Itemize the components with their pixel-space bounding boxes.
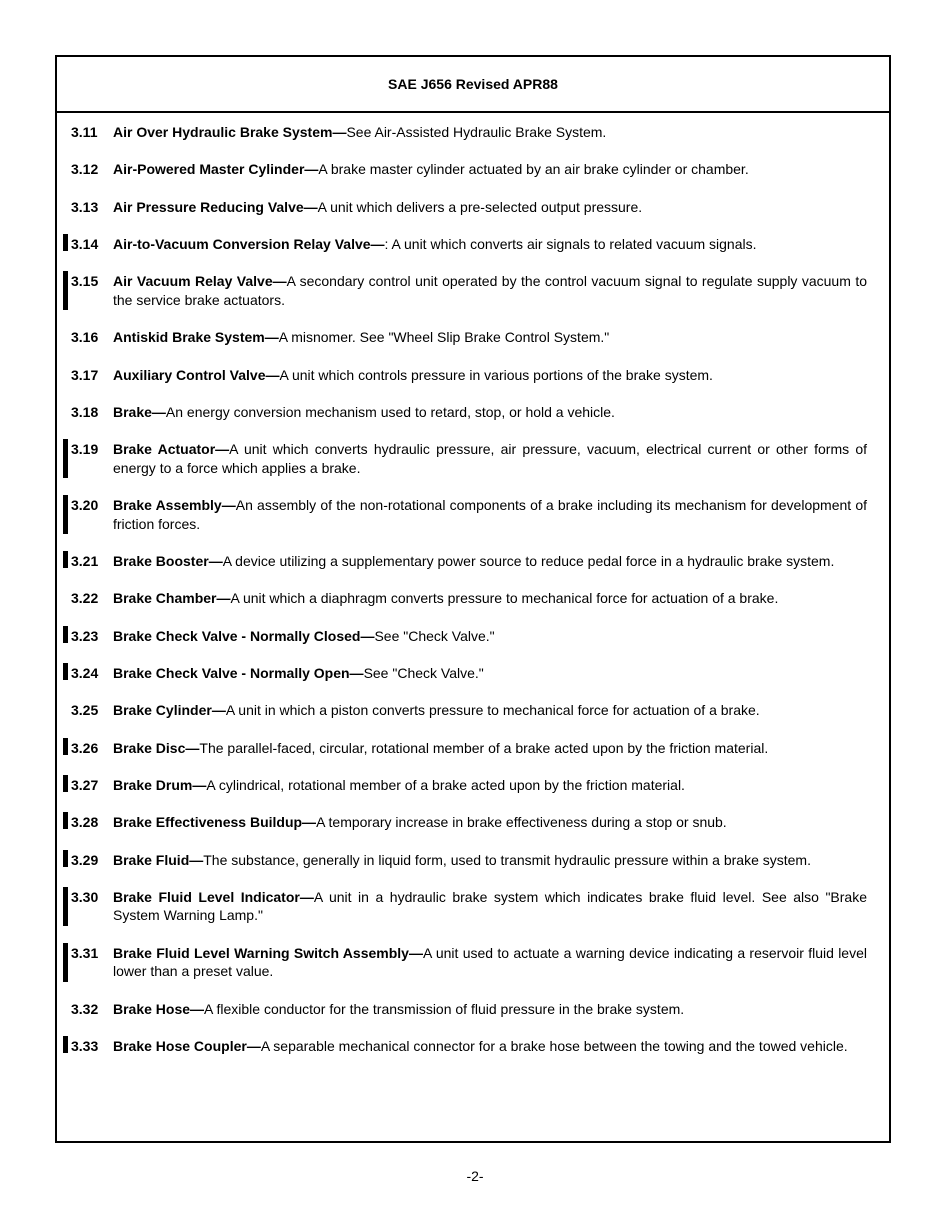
definition-body xyxy=(113,123,867,142)
term: Brake Fluid— xyxy=(113,851,204,868)
revision-bar xyxy=(63,738,68,755)
revision-bar xyxy=(63,234,68,251)
term: Brake— xyxy=(113,403,166,420)
definition-text: A misnomer. See "Wheel Slip Brake Control System." xyxy=(278,329,610,346)
section-number: 3.31 xyxy=(71,944,99,961)
term: Brake Hose Coupler— xyxy=(113,1038,261,1055)
document-title: SAE J656 Revised APR88 xyxy=(388,76,558,92)
section-number: 3.25 xyxy=(71,702,99,719)
document-header xyxy=(57,57,889,113)
term: Brake Cylinder— xyxy=(113,702,226,719)
definition-body xyxy=(113,366,867,385)
revision-bar xyxy=(63,1036,68,1053)
definition-body xyxy=(113,552,867,571)
revision-bar xyxy=(63,812,68,829)
section-number: 3.30 xyxy=(71,888,99,905)
definition-text: An energy conversion mechanism used to retard, stop, or hold a vehicle. xyxy=(165,403,615,420)
definition-text: A unit which controls pressure in various portions of the brake system. xyxy=(279,366,713,383)
revision-bar xyxy=(63,495,68,534)
definition-text: See "Check Valve." xyxy=(374,627,495,644)
definition-body xyxy=(113,198,867,217)
term: Brake Fluid Level Indicator— xyxy=(113,888,314,905)
definition-body xyxy=(113,403,867,422)
definition-body xyxy=(113,1037,867,1056)
definition-text: : A unit which converts air signals to related vacuum signals. xyxy=(384,235,757,252)
revision-bar xyxy=(63,626,68,643)
definition-body xyxy=(113,235,867,254)
definition-body xyxy=(113,160,867,179)
definition-body xyxy=(113,627,867,646)
definition-text: A unit which converts hydraulic pressure, air pressure, vacuum, electrical current or other forms of energy to a force which applies a brake. xyxy=(113,441,867,476)
definition-body xyxy=(113,272,867,309)
revision-bar xyxy=(63,663,68,680)
definition-text: A unit which a diaphragm converts pressure to mechanical force for actuation of a brake. xyxy=(230,590,779,607)
term: Brake Drum— xyxy=(113,776,207,793)
section-number: 3.27 xyxy=(71,776,99,793)
definition-text: A secondary control unit operated by the control vacuum signal to regulate supply vacuum to the service brake actuators. xyxy=(113,273,867,308)
definition-text: A unit in which a piston converts pressure to mechanical force for actuation of a brake. xyxy=(225,702,760,719)
definition-text: A temporary increase in brake effectiveness during a stop or snub. xyxy=(316,814,727,831)
section-number: 3.13 xyxy=(71,198,99,215)
definition-body xyxy=(113,1000,867,1019)
definition-body xyxy=(113,589,867,608)
definition-text: See "Check Valve." xyxy=(363,665,484,681)
section-number: 3.23 xyxy=(71,627,99,644)
section-number: 3.28 xyxy=(71,814,99,831)
term: Brake Effectiveness Buildup— xyxy=(113,814,317,831)
section-number: 3.22 xyxy=(71,590,99,607)
revision-bar xyxy=(63,850,68,867)
section-number: 3.21 xyxy=(71,553,99,570)
definition-body xyxy=(113,739,867,758)
definition-body xyxy=(113,664,867,683)
definition-text: A separable mechanical connector for a brake hose between the towing and the towed vehicle. xyxy=(260,1038,848,1055)
definition-text: A brake master cylinder actuated by an air brake cylinder or chamber. xyxy=(318,161,749,178)
definition-text: An assembly of the non-rotational components of a brake including its mechanism for development of friction forces. xyxy=(113,497,868,532)
section-number: 3.20 xyxy=(71,497,99,514)
revision-bar xyxy=(63,887,68,926)
definition-text: A unit used to actuate a warning device indicating a reservoir fluid level lower than a preset value. xyxy=(113,944,867,980)
definition-body xyxy=(113,888,867,925)
definition-body xyxy=(113,328,867,347)
revision-bar xyxy=(63,943,68,982)
page-frame xyxy=(55,55,891,1143)
definition-text: A cylindrical, rotational member of a brake acted upon by the friction material. xyxy=(206,776,685,793)
section-number: 3.17 xyxy=(71,366,99,383)
section-number: 3.26 xyxy=(71,739,99,756)
term: Air Pressure Reducing Valve— xyxy=(113,198,318,215)
term: Auxiliary Control Valve— xyxy=(113,366,280,383)
section-number: 3.18 xyxy=(71,403,99,420)
term: Brake Check Valve - Normally Open— xyxy=(113,665,364,681)
term: Brake Chamber— xyxy=(113,590,231,607)
term: Brake Booster— xyxy=(113,553,223,570)
section-number: 3.32 xyxy=(71,1000,99,1017)
definition-body xyxy=(113,851,867,870)
term: Brake Hose— xyxy=(113,1000,205,1017)
definition-body xyxy=(113,813,867,832)
section-number: 3.14 xyxy=(71,235,99,252)
revision-bar xyxy=(63,439,68,478)
page-number: -2- xyxy=(466,1168,484,1184)
term: Brake Fluid Level Warning Switch Assembly— xyxy=(113,944,423,961)
term: Air Vacuum Relay Valve— xyxy=(113,273,287,290)
section-number: 3.24 xyxy=(71,665,99,681)
definition-body xyxy=(113,496,867,533)
section-number: 3.16 xyxy=(71,329,99,346)
revision-bar xyxy=(63,551,68,568)
section-number: 3.15 xyxy=(71,273,99,290)
definition-body xyxy=(113,440,867,477)
section-number: 3.19 xyxy=(71,441,99,458)
definition-text: See Air-Assisted Hydraulic Brake System. xyxy=(346,124,607,140)
section-number: 3.11 xyxy=(71,124,98,140)
term: Brake Assembly— xyxy=(113,497,236,514)
term: Brake Actuator— xyxy=(113,441,230,458)
definition-text: The parallel-faced, circular, rotational member of a brake acted upon by the friction material. xyxy=(199,739,769,756)
definition-text: A unit which delivers a pre-selected output pressure. xyxy=(317,198,643,215)
section-number: 3.12 xyxy=(71,161,99,178)
definition-body xyxy=(113,944,867,981)
term: Air Over Hydraulic Brake System— xyxy=(113,124,347,140)
section-number: 3.33 xyxy=(71,1038,99,1055)
definition-text: A device utilizing a supplementary power source to reduce pedal force in a hydraulic brake system. xyxy=(222,553,835,570)
definition-text: A flexible conductor for the transmission of fluid pressure in the brake system. xyxy=(204,1000,685,1017)
term: Brake Disc— xyxy=(113,739,200,756)
definition-text: A unit in a hydraulic brake system which indicates brake fluid level. See also "Brake System Warning Lamp." xyxy=(113,888,868,924)
term: Brake Check Valve - Normally Closed— xyxy=(113,627,375,644)
section-number: 3.29 xyxy=(71,851,99,868)
definition-body xyxy=(113,776,867,795)
definition-text: The substance, generally in liquid form, used to transmit hydraulic pressure within a brake system. xyxy=(203,851,811,868)
term: Antiskid Brake System— xyxy=(113,329,279,346)
revision-bar xyxy=(63,775,68,792)
revision-bar xyxy=(63,271,68,310)
term: Air-to-Vacuum Conversion Relay Valve— xyxy=(113,235,385,252)
term: Air-Powered Master Cylinder— xyxy=(113,161,319,178)
definition-body xyxy=(113,701,867,720)
